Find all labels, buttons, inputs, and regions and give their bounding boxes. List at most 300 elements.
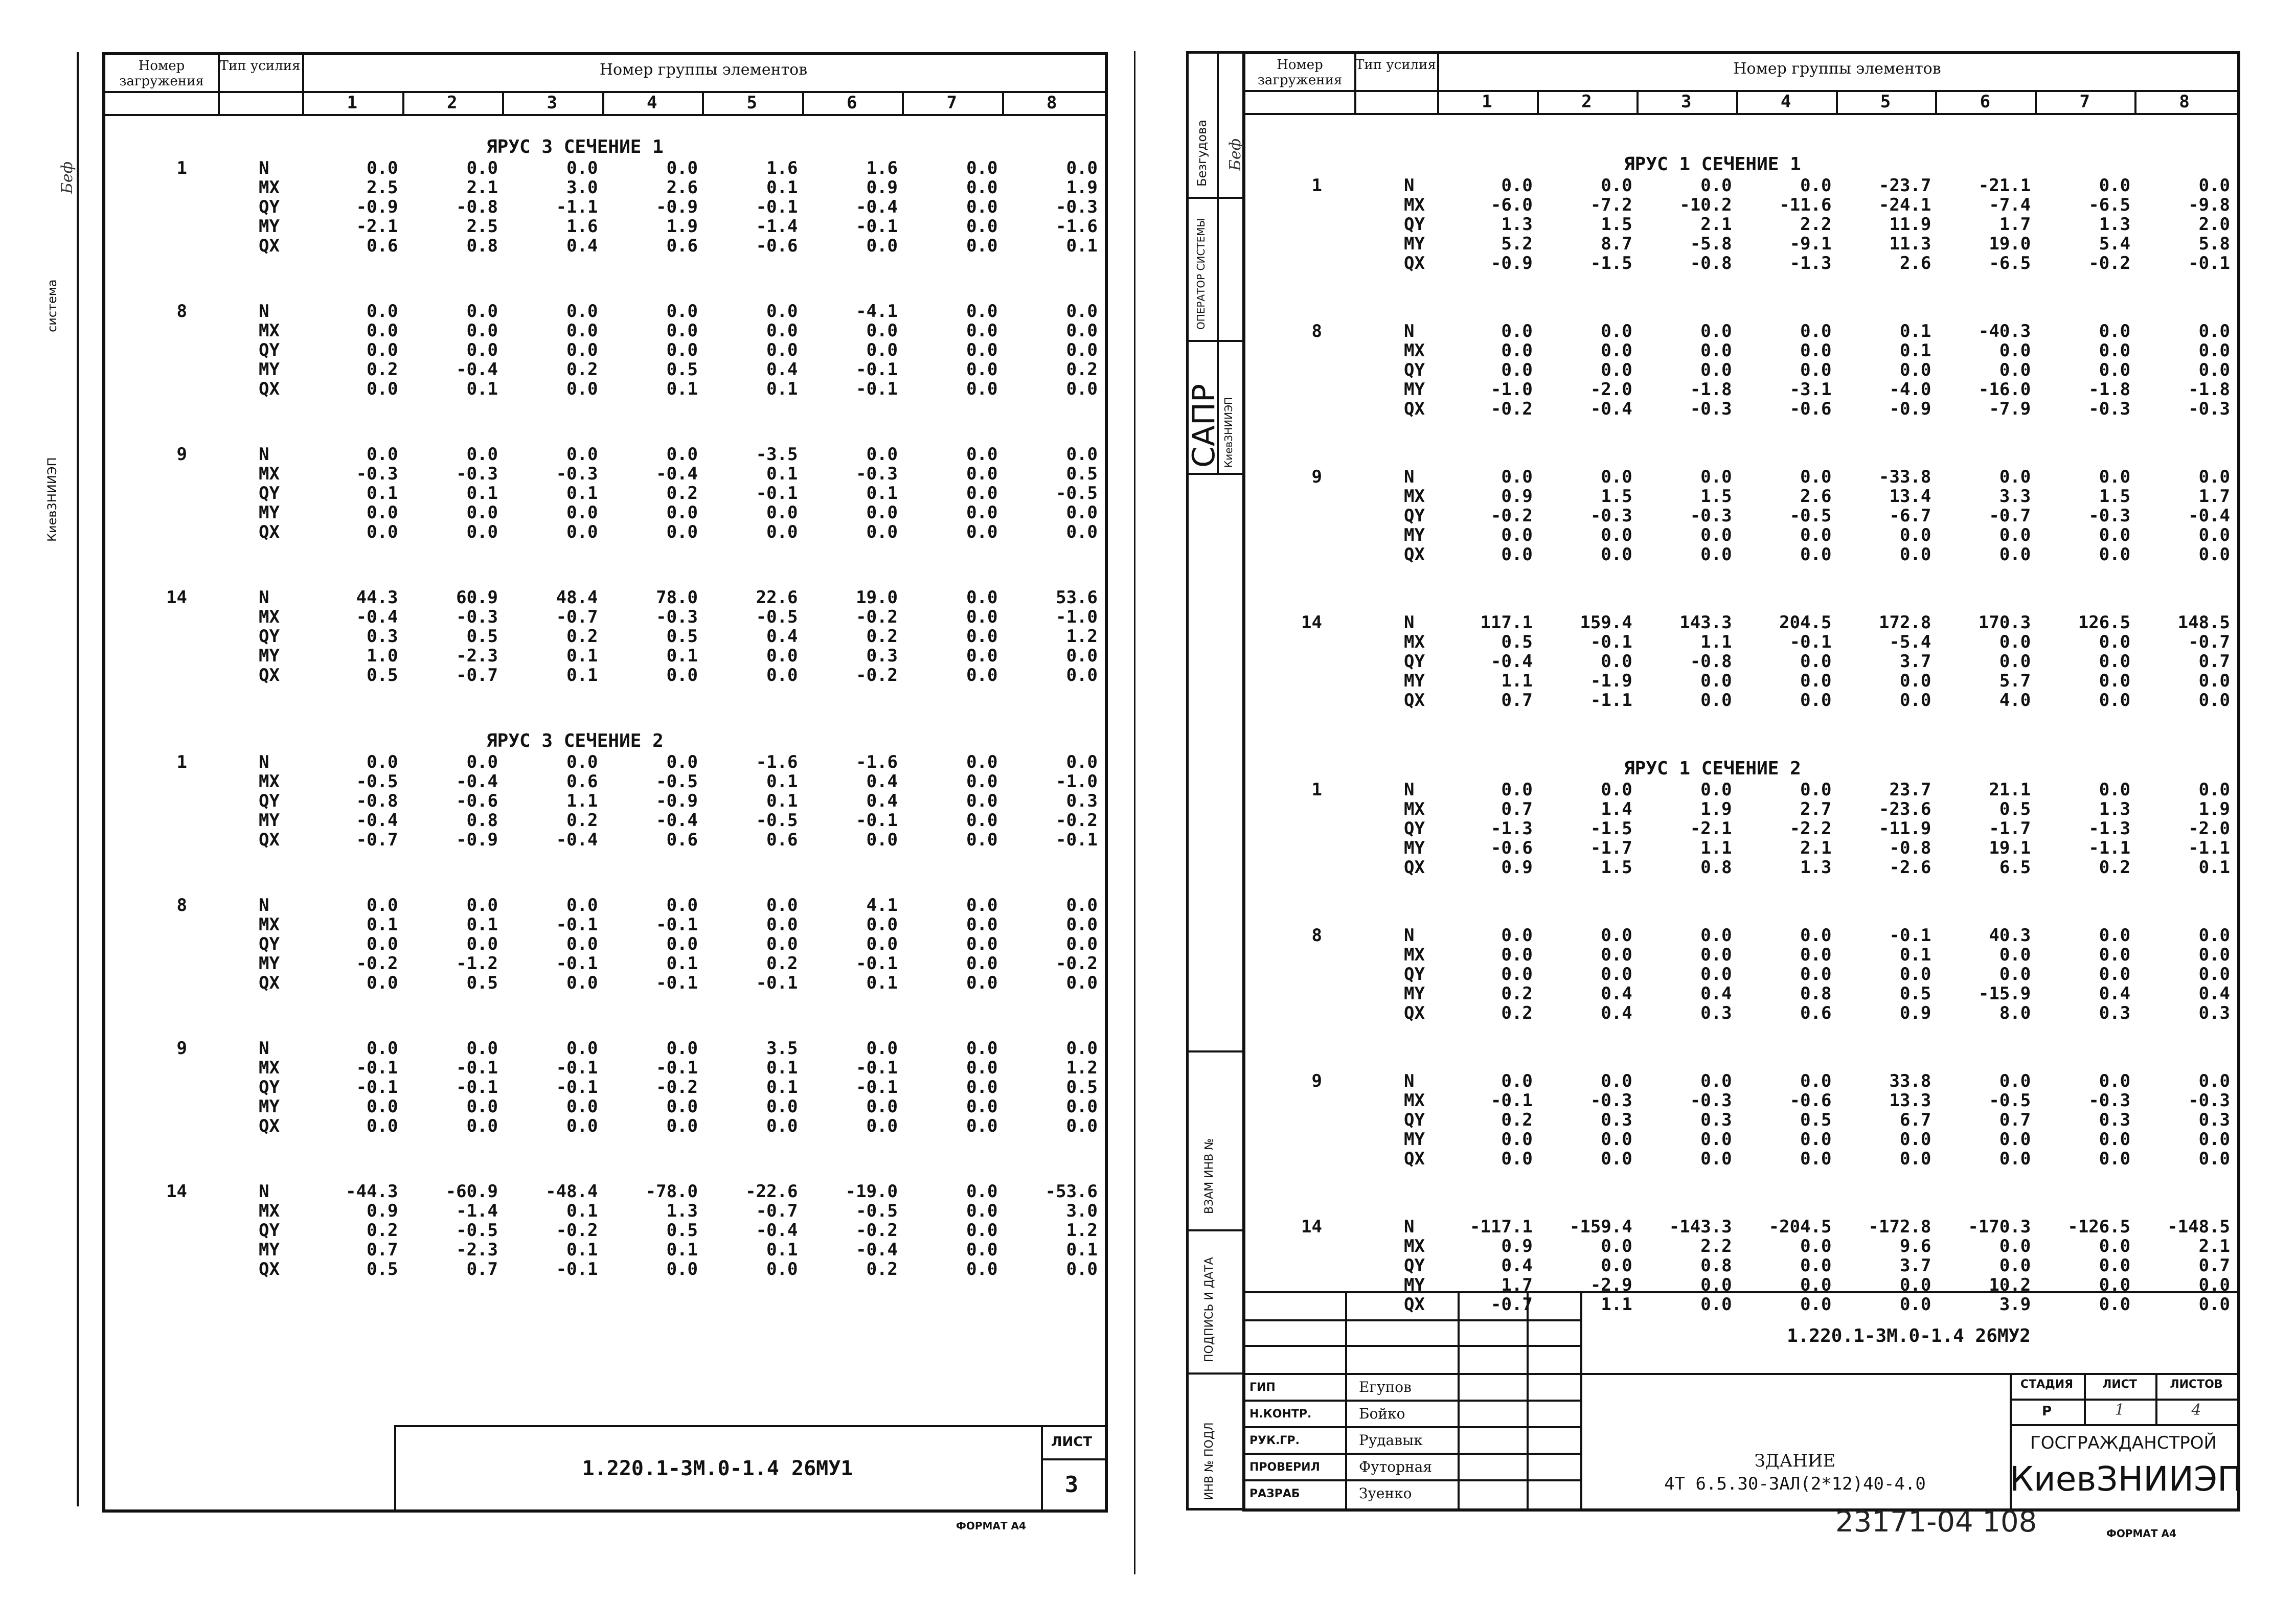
value-cell: 0.0 <box>966 1201 998 1221</box>
value-cell: -1.3 <box>1490 818 1533 839</box>
value-cell: -7.2 <box>1590 195 1632 215</box>
value-cell: -0.3 <box>2088 399 2131 419</box>
load-number: 1 <box>1311 780 1322 800</box>
value-cell: 0.3 <box>2099 1003 2131 1023</box>
value-cell: 0.0 <box>966 626 998 647</box>
value-cell: 0.0 <box>1800 1255 1832 1276</box>
force-type: N <box>1404 1217 1415 1237</box>
value-cell: 0.5 <box>1066 1077 1098 1097</box>
left-doc-code: 1.220.1-3М.0-1.4 26МУ1 <box>582 1457 853 1480</box>
value-cell: 0.1 <box>766 791 798 811</box>
value-cell: 0.0 <box>966 830 998 850</box>
value-cell: 0.0 <box>466 444 498 465</box>
value-cell: 0.0 <box>1899 1149 1931 1169</box>
value-cell: -0.1 <box>556 1077 598 1097</box>
value-cell: 0.0 <box>1800 1071 1832 1091</box>
group-divider <box>702 91 704 114</box>
value-cell: -1.1 <box>1590 690 1632 711</box>
value-cell: -1.0 <box>1056 771 1098 792</box>
value-cell: 0.1 <box>367 483 398 504</box>
value-cell: -0.1 <box>856 216 898 237</box>
force-type: MX <box>259 1201 280 1221</box>
staff-name: Егупов <box>1359 1379 1412 1395</box>
value-cell: 0.3 <box>367 626 398 647</box>
value-cell: 0.9 <box>1501 486 1533 507</box>
value-cell: 0.0 <box>966 1259 998 1279</box>
value-cell: 0.0 <box>1501 780 1533 800</box>
value-cell: 0.8 <box>466 236 498 256</box>
left-col-load-header: Номер загружения <box>119 58 204 89</box>
force-type: N <box>1404 1071 1415 1091</box>
value-cell: 0.4 <box>766 359 798 380</box>
group-number-5: 5 <box>1880 91 1891 112</box>
value-cell: 0.0 <box>1999 1255 2031 1276</box>
value-cell: -204.5 <box>1768 1217 1832 1237</box>
value-cell: 0.0 <box>367 1038 398 1059</box>
value-cell: 0.2 <box>566 626 598 647</box>
value-cell: 0.2 <box>566 359 598 380</box>
value-cell: -0.6 <box>1789 1090 1832 1111</box>
value-cell: 0.0 <box>966 340 998 360</box>
value-cell: 0.8 <box>1700 857 1732 878</box>
value-cell: 0.0 <box>866 340 898 360</box>
force-type: MX <box>259 321 280 341</box>
value-cell: 0.0 <box>1700 175 1732 196</box>
force-type: MX <box>1404 632 1425 652</box>
value-cell: 0.0 <box>666 752 698 772</box>
value-cell: 0.0 <box>1700 945 1732 965</box>
value-cell: 0.0 <box>1700 671 1732 691</box>
force-type: QX <box>259 236 280 256</box>
value-cell: 0.5 <box>666 1220 698 1241</box>
value-cell: 0.0 <box>966 359 998 380</box>
force-type: N <box>259 1181 269 1202</box>
value-cell: 0.0 <box>367 522 398 542</box>
margin-hline <box>1189 1372 1245 1375</box>
load-number: 14 <box>1301 1217 1322 1237</box>
value-cell: 0.1 <box>566 483 598 504</box>
value-cell: 0.0 <box>2099 945 2131 965</box>
value-cell: 172.8 <box>1879 612 1931 633</box>
value-cell: -22.6 <box>745 1181 798 1202</box>
margin-operator: ОПЕРАТОР СИСТЕМЫ <box>1195 218 1207 330</box>
value-cell: -1.0 <box>1490 379 1533 400</box>
value-cell: 21.1 <box>1989 780 2031 800</box>
value-cell: 0.0 <box>1999 360 2031 380</box>
left-side-signature: Беф <box>58 161 77 194</box>
value-cell: 0.0 <box>2099 1255 2131 1276</box>
value-cell: 0.3 <box>2099 1110 2131 1130</box>
margin-podpis: ПОДПИСЬ И ДАТА <box>1203 1257 1216 1362</box>
value-cell: 3.5 <box>766 1038 798 1059</box>
title-block-hline <box>2010 1399 2237 1401</box>
value-cell: 4.0 <box>1999 690 2031 711</box>
value-cell: 0.0 <box>2099 1275 2131 1295</box>
value-cell: 0.0 <box>1501 1071 1533 1091</box>
value-cell: 0.0 <box>966 810 998 831</box>
value-cell: -11.6 <box>1779 195 1832 215</box>
value-cell: 0.0 <box>966 895 998 916</box>
value-cell: 3.7 <box>1899 651 1931 672</box>
value-cell: 13.4 <box>1889 486 1931 507</box>
force-type: QX <box>1404 1294 1425 1315</box>
value-cell: -23.6 <box>1879 799 1931 819</box>
value-cell: 0.0 <box>966 791 998 811</box>
value-cell: 0.7 <box>466 1259 498 1279</box>
load-number: 8 <box>1311 925 1322 946</box>
value-cell: -0.4 <box>656 464 698 484</box>
value-cell: -0.3 <box>2088 1090 2131 1111</box>
margin-name-1: Безгудова <box>1195 120 1209 187</box>
value-cell: -1.1 <box>556 197 598 217</box>
value-cell: 1.1 <box>1700 838 1732 858</box>
force-type: QY <box>259 934 280 954</box>
section-title: ЯРУС 3 СЕЧЕНИЕ 1 <box>486 136 664 157</box>
group-divider <box>902 91 904 114</box>
value-cell: 1.5 <box>1700 486 1732 507</box>
value-cell: 0.0 <box>1999 467 2031 487</box>
value-cell: 0.6 <box>1800 1003 1832 1023</box>
value-cell: -33.8 <box>1879 467 1931 487</box>
value-cell: -0.1 <box>356 1058 398 1078</box>
value-cell: 0.0 <box>1066 665 1098 685</box>
value-cell: 0.0 <box>1501 340 1533 361</box>
value-cell: 0.0 <box>367 301 398 322</box>
value-cell: -0.1 <box>1789 632 1832 652</box>
margin-hline <box>1189 473 1245 475</box>
value-cell: 0.0 <box>2099 175 2131 196</box>
value-cell: 0.1 <box>367 914 398 935</box>
value-cell: 0.0 <box>566 1096 598 1117</box>
group-divider <box>602 91 604 114</box>
force-type: MX <box>1404 486 1425 507</box>
value-cell: 0.2 <box>666 483 698 504</box>
group-divider <box>502 91 504 114</box>
value-cell: 0.0 <box>1700 544 1732 565</box>
force-type: MY <box>259 502 280 523</box>
value-cell: 0.0 <box>2198 690 2230 711</box>
value-cell: 0.0 <box>1800 360 1832 380</box>
value-cell: 0.0 <box>966 483 998 504</box>
value-cell: 0.0 <box>2099 1149 2131 1169</box>
value-cell: 0.5 <box>1066 464 1098 484</box>
value-cell: 0.0 <box>1800 780 1832 800</box>
value-cell: 0.0 <box>2099 525 2131 545</box>
value-cell: 0.0 <box>2198 780 2230 800</box>
value-cell: 0.3 <box>1700 1110 1732 1130</box>
value-cell: 0.0 <box>666 1116 698 1136</box>
right-doc-code: 1.220.1-3М.0-1.4 26МУ2 <box>1787 1325 2031 1346</box>
value-cell: 0.0 <box>566 158 598 178</box>
value-cell: -2.1 <box>356 216 398 237</box>
value-cell: 0.0 <box>1899 964 1931 985</box>
right-col-type-header: Тип усилия <box>1355 57 1436 73</box>
value-cell: 0.2 <box>367 1220 398 1241</box>
value-cell: -60.9 <box>445 1181 498 1202</box>
value-cell: -0.9 <box>456 830 498 850</box>
value-cell: 11.9 <box>1889 214 1931 235</box>
value-cell: 19.0 <box>1989 234 2031 254</box>
margin-signature: Беф <box>1226 138 1245 171</box>
value-cell: 8.0 <box>1999 1003 2031 1023</box>
force-type: QX <box>1404 399 1425 419</box>
value-cell: 0.0 <box>866 236 898 256</box>
value-cell: 0.0 <box>2099 780 2131 800</box>
value-cell: 0.0 <box>1899 525 1931 545</box>
value-cell: 0.0 <box>2198 467 2230 487</box>
value-cell: 0.7 <box>1501 690 1533 711</box>
force-type: MY <box>1404 838 1425 858</box>
left-side-label: система <box>45 279 59 332</box>
value-cell: -1.4 <box>456 1201 498 1221</box>
value-cell: 0.1 <box>666 379 698 399</box>
value-cell: -0.8 <box>1889 838 1931 858</box>
value-cell: 0.0 <box>1700 1071 1732 1091</box>
value-cell: -0.7 <box>756 1201 798 1221</box>
value-cell: -0.4 <box>856 1240 898 1260</box>
sheet-header: ЛИСТ <box>2102 1378 2137 1391</box>
group-divider <box>1736 90 1738 113</box>
value-cell: 0.0 <box>766 340 798 360</box>
value-cell: 0.0 <box>966 914 998 935</box>
value-cell: 1.7 <box>1501 1275 1533 1295</box>
force-type: MX <box>259 914 280 935</box>
right-col-group-header: Номер группы элементов <box>1733 60 1941 78</box>
value-cell: 0.0 <box>1700 690 1732 711</box>
value-cell: 0.0 <box>1899 360 1931 380</box>
value-cell: -1.6 <box>1056 216 1098 237</box>
value-cell: 0.0 <box>766 1096 798 1117</box>
value-cell: 0.0 <box>966 953 998 974</box>
value-cell: -10.2 <box>1679 195 1732 215</box>
title-block-hline <box>2010 1424 2237 1426</box>
value-cell: 3.0 <box>566 177 598 198</box>
value-cell: -0.1 <box>1889 925 1931 946</box>
value-cell: -9.8 <box>2188 195 2230 215</box>
value-cell: 0.0 <box>966 321 998 341</box>
value-cell: 2.1 <box>466 177 498 198</box>
value-cell: 0.1 <box>766 379 798 399</box>
group-divider <box>1002 91 1004 114</box>
value-cell: 0.0 <box>1800 651 1832 672</box>
force-type: N <box>259 587 269 608</box>
value-cell: 0.0 <box>966 301 998 322</box>
value-cell: 0.0 <box>2099 340 2131 361</box>
group-divider <box>2134 90 2136 113</box>
value-cell: 0.4 <box>1700 983 1732 1004</box>
value-cell: 9.6 <box>1899 1236 1931 1256</box>
value-cell: 0.0 <box>866 830 898 850</box>
value-cell: -126.5 <box>2067 1217 2131 1237</box>
value-cell: 0.4 <box>1601 1003 1632 1023</box>
value-cell: 0.0 <box>1066 340 1098 360</box>
value-cell: 0.0 <box>2198 945 2230 965</box>
value-cell: 0.0 <box>966 665 998 685</box>
value-cell: 0.0 <box>966 646 998 666</box>
value-cell: -0.5 <box>1056 483 1098 504</box>
value-cell: -0.2 <box>1056 953 1098 974</box>
value-cell: -0.1 <box>756 973 798 993</box>
value-cell: 0.4 <box>766 626 798 647</box>
value-cell: 0.1 <box>766 464 798 484</box>
value-cell: -0.1 <box>556 953 598 974</box>
value-cell: 0.0 <box>566 340 598 360</box>
value-cell: 0.0 <box>566 1116 598 1136</box>
staff-role: ПРОВЕРИЛ <box>1249 1461 1320 1474</box>
title-block-top <box>1245 1291 2237 1293</box>
value-cell: 0.2 <box>866 1259 898 1279</box>
value-cell: 0.1 <box>766 1240 798 1260</box>
value-cell: 0.0 <box>466 340 498 360</box>
load-number: 8 <box>176 895 187 916</box>
value-cell: -0.9 <box>1490 253 1533 273</box>
force-type: N <box>1404 321 1415 341</box>
title-block-hline <box>1245 1426 1580 1428</box>
value-cell: -0.8 <box>356 791 398 811</box>
value-cell: 0.0 <box>1899 690 1931 711</box>
group-divider <box>402 91 404 114</box>
value-cell: -6.7 <box>1889 506 1931 526</box>
left-stamp-top-line <box>394 1425 1105 1427</box>
value-cell: 0.0 <box>1601 321 1632 341</box>
value-cell: -0.1 <box>856 953 898 974</box>
value-cell: 0.8 <box>466 810 498 831</box>
value-cell: 0.2 <box>1501 1110 1533 1130</box>
value-cell: 1.6 <box>866 158 898 178</box>
value-cell: 5.2 <box>1501 234 1533 254</box>
value-cell: -0.4 <box>2188 506 2230 526</box>
value-cell: 1.1 <box>1601 1294 1632 1315</box>
value-cell: 159.4 <box>1580 612 1632 633</box>
value-cell: -0.8 <box>456 197 498 217</box>
value-cell: 0.0 <box>2099 671 2131 691</box>
force-type: QY <box>259 1077 280 1097</box>
force-type: MX <box>1404 799 1425 819</box>
building-code: 4Т 6.5.30-3АЛ(2*12)40-4.0 <box>1664 1474 1926 1494</box>
value-cell: 0.0 <box>2099 1294 2131 1315</box>
value-cell: -0.1 <box>556 914 598 935</box>
value-cell: 0.0 <box>666 444 698 465</box>
value-cell: 0.1 <box>1899 945 1931 965</box>
value-cell: -2.2 <box>1789 818 1832 839</box>
force-type: N <box>259 752 269 772</box>
value-cell: -0.1 <box>356 1077 398 1097</box>
value-cell: 0.5 <box>466 626 498 647</box>
group-number-6: 6 <box>847 93 857 113</box>
value-cell: 0.0 <box>367 1116 398 1136</box>
value-cell: -0.3 <box>656 607 698 627</box>
force-type: MY <box>1404 983 1425 1004</box>
value-cell: 0.0 <box>2198 321 2230 341</box>
value-cell: 0.4 <box>866 791 898 811</box>
value-cell: 0.0 <box>1601 945 1632 965</box>
staff-role: Н.КОНТР. <box>1249 1408 1312 1421</box>
value-cell: 0.0 <box>1601 340 1632 361</box>
value-cell: -0.3 <box>856 464 898 484</box>
value-cell: -0.1 <box>1056 830 1098 850</box>
value-cell: 0.0 <box>966 522 998 542</box>
value-cell: 0.0 <box>1899 544 1931 565</box>
value-cell: 0.0 <box>466 895 498 916</box>
force-type: QX <box>259 665 280 685</box>
force-type: QX <box>259 830 280 850</box>
value-cell: -2.3 <box>456 1240 498 1260</box>
value-cell: 0.2 <box>866 626 898 647</box>
value-cell: 60.9 <box>456 587 498 608</box>
value-cell: -0.1 <box>2188 253 2230 273</box>
value-cell: -78.0 <box>645 1181 698 1202</box>
group-number-7: 7 <box>946 93 957 113</box>
value-cell: -0.4 <box>756 1220 798 1241</box>
value-cell: 0.0 <box>966 1181 998 1202</box>
group-divider <box>1935 90 1937 113</box>
value-cell: 0.0 <box>2198 1149 2230 1169</box>
value-cell: 0.9 <box>1899 1003 1931 1023</box>
value-cell: 0.0 <box>1066 895 1098 916</box>
value-cell: -24.1 <box>1879 195 1931 215</box>
load-number: 8 <box>1311 321 1322 341</box>
value-cell: 0.4 <box>1501 1255 1533 1276</box>
value-cell: 1.6 <box>566 216 598 237</box>
value-cell: 1.3 <box>666 1201 698 1221</box>
value-cell: 0.0 <box>2198 1294 2230 1315</box>
value-cell: 3.0 <box>1066 1201 1098 1221</box>
building-label: ЗДАНИЕ <box>1754 1451 1836 1471</box>
right-sheet <box>1242 51 2243 1512</box>
right-margin-strip <box>1186 51 1245 1511</box>
value-cell: -1.6 <box>756 752 798 772</box>
margin-sapr: САПР <box>1186 383 1222 468</box>
value-cell: -0.2 <box>856 665 898 685</box>
value-cell: -0.4 <box>1590 399 1632 419</box>
value-cell: 0.1 <box>666 1240 698 1260</box>
value-cell: 0.0 <box>466 502 498 523</box>
force-type: QY <box>1404 964 1425 985</box>
value-cell: -23.7 <box>1879 175 1931 196</box>
title-block-hline <box>1245 1345 1580 1347</box>
force-type: MX <box>1404 340 1425 361</box>
value-cell: -0.7 <box>456 665 498 685</box>
right-col-load-header: Номер загружения <box>1257 57 1343 88</box>
force-type: QX <box>259 1259 280 1279</box>
value-cell: 0.0 <box>1800 1294 1832 1315</box>
value-cell: 0.0 <box>966 1077 998 1097</box>
margin-hline <box>1189 1050 1245 1052</box>
value-cell: 0.0 <box>2198 340 2230 361</box>
value-cell: 0.1 <box>1899 340 1931 361</box>
value-cell: -40.3 <box>1978 321 2031 341</box>
value-cell: 0.0 <box>1700 360 1732 380</box>
value-cell: 48.4 <box>556 587 598 608</box>
force-type: MY <box>259 646 280 666</box>
force-type: QX <box>1404 544 1425 565</box>
value-cell: 0.0 <box>866 522 898 542</box>
force-type: QX <box>1404 690 1425 711</box>
group-number-3: 3 <box>547 93 557 113</box>
value-cell: -0.9 <box>1889 399 1931 419</box>
force-type: QX <box>259 973 280 993</box>
value-cell: -0.3 <box>1590 1090 1632 1111</box>
value-cell: -6.0 <box>1490 195 1533 215</box>
value-cell: 0.0 <box>766 665 798 685</box>
value-cell: 0.0 <box>766 1259 798 1279</box>
value-cell: 0.0 <box>1999 1236 2031 1256</box>
value-cell: 0.0 <box>1066 301 1098 322</box>
value-cell: 0.0 <box>466 1116 498 1136</box>
value-cell: 0.0 <box>966 197 998 217</box>
left-format-label: ФОРМАТ А4 <box>956 1520 1026 1532</box>
force-type: MX <box>1404 945 1425 965</box>
